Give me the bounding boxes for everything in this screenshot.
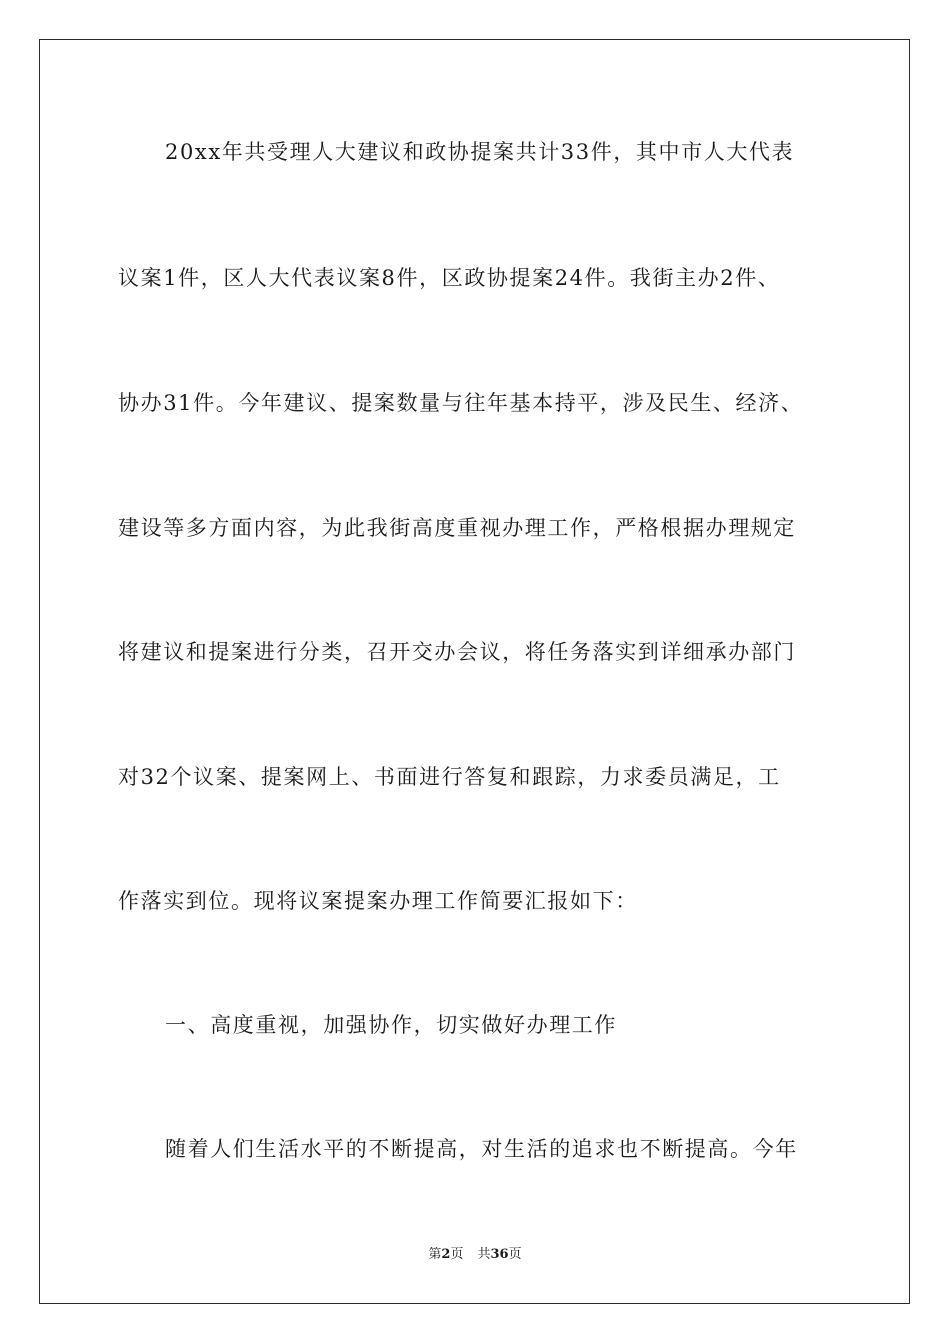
total-pages: 36 (490, 1247, 509, 1262)
page-footer (0, 1246, 950, 1264)
page-prefix: 第 (428, 1247, 442, 1262)
page-number: 2 (441, 1247, 451, 1262)
next-paragraph-line: 随着人们生活水平的不断提高，对生活的追求也不断提高。今年 (165, 1137, 798, 1161)
paragraph-line-5: 将建议和提案进行分类，召开交办会议，将任务落实到详细承办部门 (118, 640, 796, 664)
paragraph-line-3: 协办31件。今年建议、提案数量与往年基本持平，涉及民生、经济、 (118, 391, 804, 415)
paragraph-line-7: 作落实到位。现将议案提案办理工作简要汇报如下： (118, 889, 638, 913)
page-suffix: 页 (450, 1247, 464, 1262)
paragraph-line-1: 20xx年共受理人大建议和政协提案共计33件，其中市人大代表 (165, 140, 795, 164)
section-heading: 一、高度重视，加强协作，切实做好办理工作 (165, 1013, 617, 1037)
total-prefix: 共 (477, 1247, 491, 1262)
paragraph-line-4: 建设等多方面内容，为此我街高度重视办理工作，严格根据办理规定 (118, 516, 796, 540)
total-suffix: 页 (508, 1247, 522, 1262)
paragraph-line-6: 对32个议案、提案网上、书面进行答复和跟踪，力求委员满足，工 (118, 765, 781, 789)
paragraph-line-2: 议案1件，区人大代表议案8件，区政协提案24件。我街主办2件、 (118, 266, 781, 290)
page-frame (39, 39, 910, 1304)
